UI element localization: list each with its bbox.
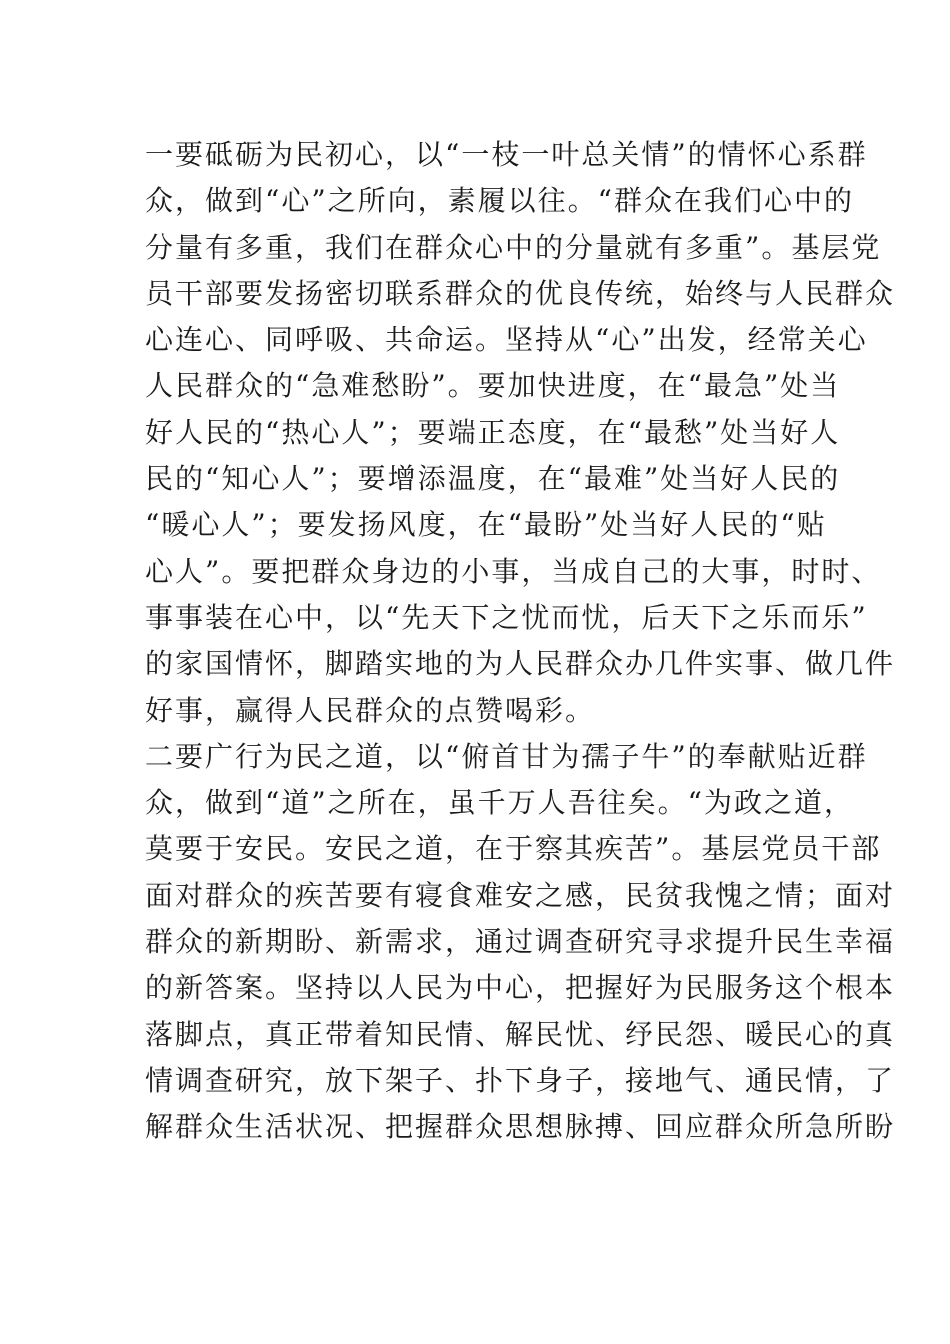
text-line: 面对群众的疾苦要有寝食难安之感，民贫我愧之情；面对 [145,878,896,912]
text-line: 心人”。要把群众身边的小事，当成自己的大事，时时、 [145,554,882,588]
text-line: 好人民的“热心人”；要端正态度，在“最愁”处当好人 [145,415,841,449]
text-line: 莫要于安民。安民之道，在于察其疾苦”。基层党员干部 [145,832,882,866]
text-line: 解群众生活状况、把握群众思想脉搏、回应群众所急所盼 [145,1110,896,1144]
text-line: 的家国情怀，脚踏实地的为人民群众办几件实事、做几件 [145,647,896,681]
text-line: 众，做到“道”之所在，虽千万人吾往矣。“为政之道， [145,786,854,820]
text-line: 一要砥砺为民初心，以“一枝一叶总关情”的情怀心系群 [145,138,868,171]
text-line: 好事，赢得人民群众的点赞喝彩。 [145,693,596,727]
text-line: 分量有多重，我们在群众心中的分量就有多重”。基层党 [145,230,882,264]
text-line: 心连心、同呼吸、共命运。坚持从“心”出发，经常关心 [145,323,868,357]
paragraph-2 [145,734,896,1151]
text-line: “暖心人”；要发扬风度，在“最盼”处当好人民的“贴 [145,508,827,542]
text-line: 民的“知心人”；要增添温度，在“最难”处当好人民的 [145,462,841,496]
text-line: 的新答案。坚持以人民为中心，把握好为民服务这个根本 [145,971,896,1005]
text-line: 人民群众的“急难愁盼”。要加快进度，在“最急”处当 [145,369,841,403]
text-line: 众，做到“心”之所向，素履以往。“群众在我们心中的 [145,184,854,218]
text-line: 群众的新期盼、新需求，通过调查研究寻求提升民生幸福 [145,925,896,959]
paragraph-1 [145,132,896,734]
body-text [145,132,896,1151]
text-line: 事事装在心中，以“先天下之忧而忧，后天下之乐而乐” [145,600,868,634]
text-line: 二要广行为民之道，以“俯首甘为孺子牛”的奉献贴近群 [145,739,868,773]
text-line: 情调查研究，放下架子、扑下身子，接地气、通民情，了 [145,1063,896,1097]
text-line: 落脚点，真正带着知民情、解民忧、纾民怨、暖民心的真 [145,1017,896,1051]
text-line: 员干部要发扬密切联系群众的优良传统，始终与人民群众 [145,276,896,310]
